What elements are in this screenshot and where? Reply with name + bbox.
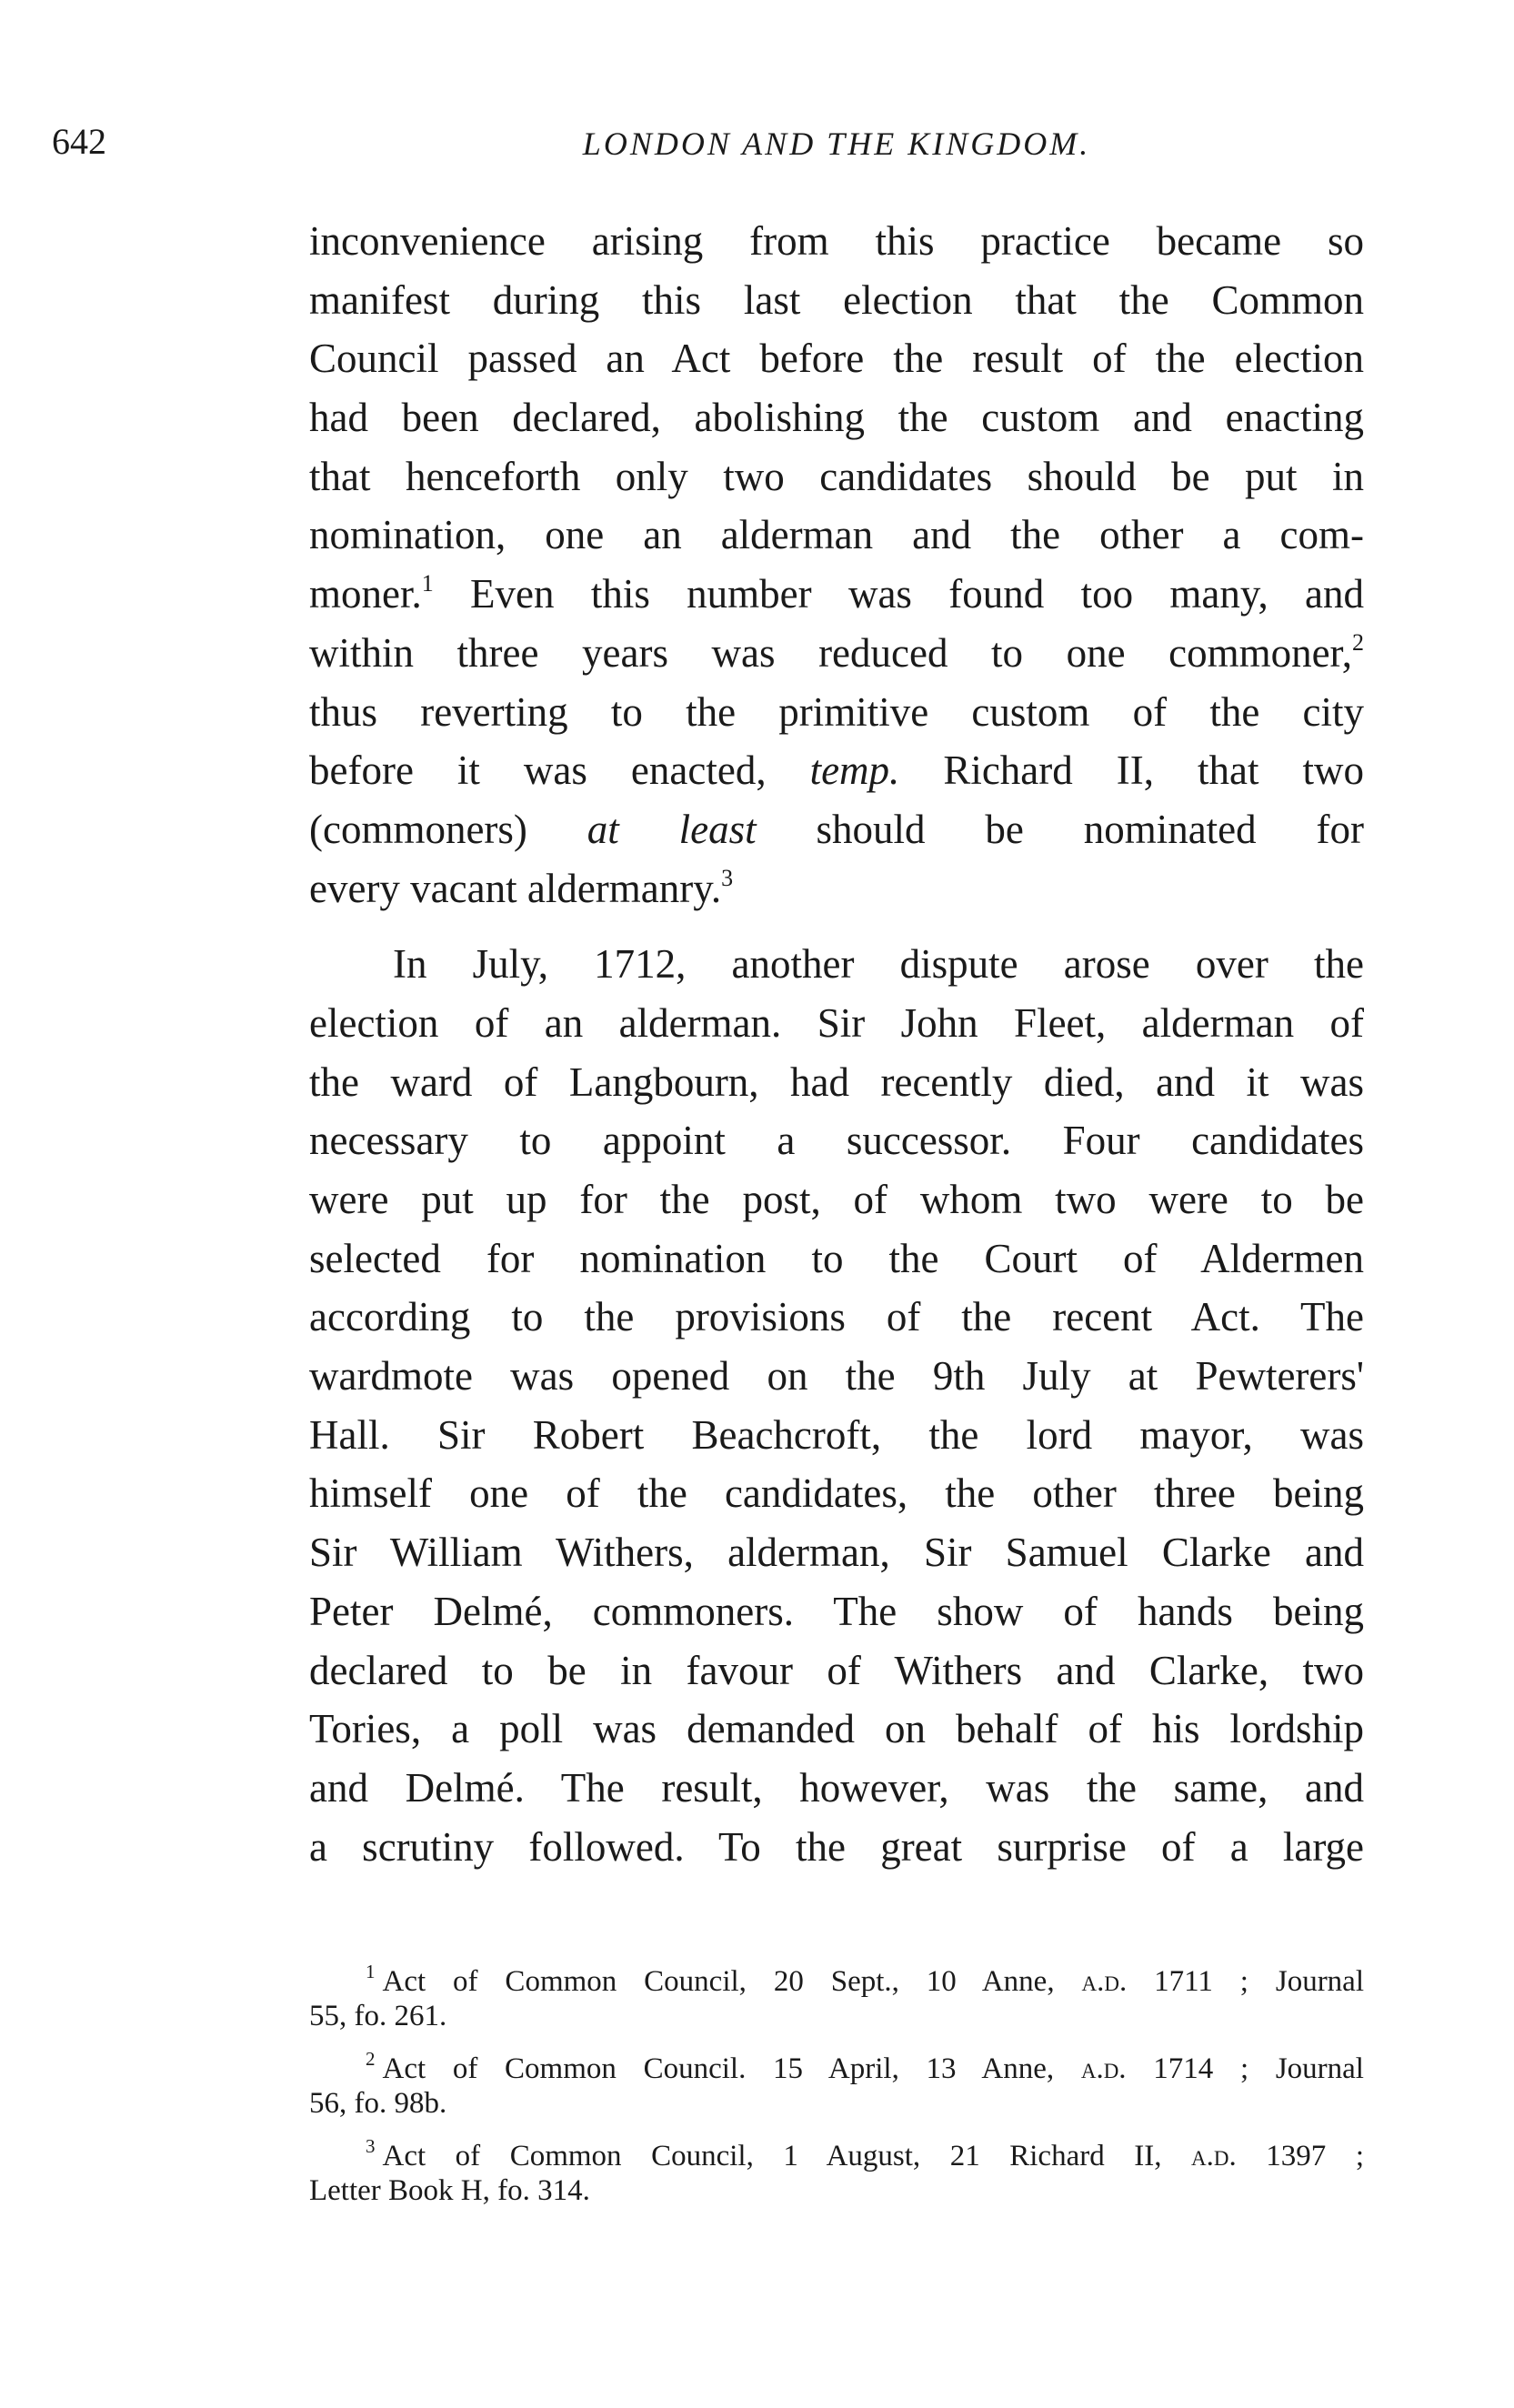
footnote-line [309,2135,1364,2173]
text-line: Sir William Withers, alderman, Sir Samuel Clarke and [309,1530,1364,1576]
text-line: had been declared, abolishing the custom and enacting [309,395,1364,441]
paragraph-2 [309,935,1364,1876]
text-run: Richard II, that two [899,747,1364,794]
text-line: and Delmé. The result, however, was the same, and [309,1764,1364,1811]
text-run: 1397 ; [1236,2140,1364,2172]
text-line: according to the provisions of the recent Act. The [309,1294,1364,1340]
era-abbrev: a.d. [1081,1965,1128,1998]
running-head: LONDON AND THE KINGDOM. [582,125,1091,162]
footnote-2 [309,2048,1364,2121]
text-line [309,624,1364,683]
text-run: should be nominated for [756,806,1364,852]
era-abbrev: a.d. [1191,2140,1237,2172]
text-line: manifest during this last election that the Common [309,276,1364,323]
text-line [309,859,1364,918]
text-line: thus reverting to the primitive custom of the city [309,688,1364,735]
text-line: necessary to appoint a successor. Four candidates [309,1118,1364,1164]
text-run: before it was enacted, [309,747,810,794]
text-line: nomination, one an alderman and the other a com- [309,512,1364,558]
text-line [309,741,1364,800]
italic-run: temp. [809,747,900,794]
text-run: Act of Common Council, 1 August, 21 Richard II, [382,2140,1192,2172]
text-line: election of an alderman. Sir John Fleet, alderman of [309,999,1364,1046]
text-line: Council passed an Act before the result of the election [309,336,1364,382]
era-abbrev: a.d. [1080,2052,1127,2085]
text-line: inconvenience arising from this practice became so [309,218,1364,264]
text-line: declared to be in favour of Withers and Clarke, two [309,1647,1364,1693]
page-number: 642 [52,121,106,162]
text-line: selected for nomination to the Court of Aldermen [309,1235,1364,1281]
text-run: moner. [309,571,422,617]
footnote-ref: 1 [421,570,434,597]
text-line: Peter Delmé, commoners. The show of hands being [309,1588,1364,1634]
footnote-mark: 2 [366,2048,376,2070]
footnote-line: 56, fo. 98b. [309,2087,447,2120]
text-line [309,565,1364,624]
text-line: were put up for the post, of whom two were to be [309,1177,1364,1222]
text-run: within three years was reduced to one commoner, [309,629,1352,676]
paragraph-1 [309,212,1364,918]
text-line: that henceforth only two candidates should be put in [309,453,1364,499]
paragraph-gap [309,918,1364,935]
text-run: every vacant aldermanry. [309,865,722,911]
text-line: himself one of the candidates, the other three being [309,1470,1364,1517]
body-text [309,212,1364,1876]
footnote-3 [309,2135,1364,2208]
text-line: the ward of Langbourn, had recently died, and it was [309,1059,1364,1105]
footnote-1 [309,1961,1364,2033]
text-run: 1711 ; Journal [1127,1965,1364,1998]
text-line: a scrutiny followed. To the great surprise of a large [309,1823,1364,1870]
text-run: Even this number was found too many, and [433,571,1364,617]
text-run: 1714 ; Journal [1126,2052,1364,2085]
text-line [309,800,1364,859]
footnote-line: Letter Book H, fo. 314. [309,2174,590,2207]
italic-run: at least [587,806,757,852]
footnote-line [309,2048,1364,2086]
footnote-ref: 3 [721,864,734,891]
text-line: Tories, a poll was demanded on behalf of his lordship [309,1706,1364,1752]
footnote-mark: 1 [366,1961,376,1982]
text-line: wardmote was opened on the 9th July at Pewterers' [309,1353,1364,1400]
footnote-ref: 2 [1352,628,1364,656]
footnote-mark: 3 [366,2135,376,2157]
footnote-line: 55, fo. 261. [309,2000,447,2032]
text-line: Hall. Sir Robert Beachcroft, the lord mayor, was [309,1411,1364,1458]
text-run: (commoners) [309,806,587,852]
text-run: Act of Common Council, 20 Sept., 10 Anne, [382,1965,1082,1998]
footnote-line [309,1961,1364,1999]
text-line: In July, 1712, another dispute arose over the [393,941,1364,988]
text-run: Act of Common Council. 15 April, 13 Anne, [382,2052,1081,2085]
footnotes [309,1961,1364,2226]
